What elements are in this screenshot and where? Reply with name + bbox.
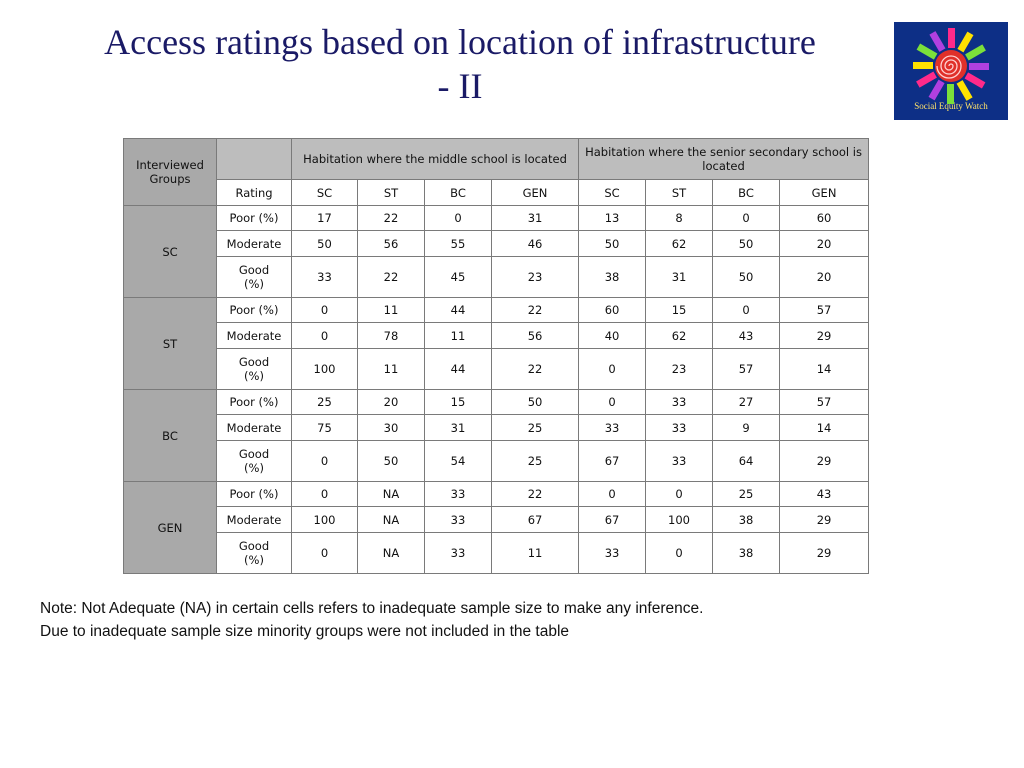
value-cell: 62 [646,231,713,257]
value-cell: 29 [780,507,869,533]
table-row [124,323,869,349]
rating-label: Poor (%) [217,482,292,507]
value-cell: 13 [579,206,646,231]
group-header-middle-school: Habitation where the middle school is located [292,139,579,180]
table-row [124,390,869,415]
rating-header: Rating [217,180,292,206]
value-cell: 100 [292,349,358,390]
value-cell: 57 [780,390,869,415]
value-cell: 0 [292,482,358,507]
sun-spiral-logo [894,22,1008,120]
access-ratings-table [123,138,869,574]
value-cell: 11 [425,323,492,349]
value-cell: 0 [292,441,358,482]
value-cell: 44 [425,349,492,390]
value-cell: 54 [425,441,492,482]
value-cell: 0 [646,482,713,507]
value-cell: 0 [292,323,358,349]
rating-label: Good (%) [217,349,292,390]
value-cell: 57 [713,349,780,390]
value-cell: 0 [713,206,780,231]
group-label: BC [124,390,217,482]
value-cell: 29 [780,441,869,482]
rating-label: Poor (%) [217,390,292,415]
value-cell: 33 [579,415,646,441]
value-cell: 50 [713,257,780,298]
value-cell: 33 [646,415,713,441]
table-row [124,507,869,533]
value-cell: 56 [358,231,425,257]
value-cell: 60 [780,206,869,231]
value-cell: 29 [780,323,869,349]
value-cell: 67 [492,507,579,533]
value-cell: 0 [713,298,780,323]
table-row [124,206,869,231]
value-cell: 25 [492,415,579,441]
column-header: ST [646,180,713,206]
value-cell: 45 [425,257,492,298]
rating-label: Good (%) [217,441,292,482]
value-cell: 0 [579,482,646,507]
value-cell: 33 [646,390,713,415]
value-cell: 17 [292,206,358,231]
column-header: SC [579,180,646,206]
footnote-line-2: Due to inadequate sample size minority groups were not included in the table [40,623,570,640]
table-row [124,533,869,574]
value-cell: 0 [425,206,492,231]
column-header: GEN [780,180,869,206]
table-row [124,231,869,257]
value-cell: 0 [646,533,713,574]
value-cell: 11 [358,349,425,390]
value-cell: 0 [579,390,646,415]
value-cell: 38 [713,533,780,574]
value-cell: 31 [425,415,492,441]
value-cell: 55 [425,231,492,257]
table-row [124,257,869,298]
value-cell: 11 [492,533,579,574]
value-cell: 67 [579,441,646,482]
value-cell: 22 [358,206,425,231]
value-cell: 75 [292,415,358,441]
column-header: BC [713,180,780,206]
value-cell: 31 [492,206,579,231]
rating-label: Moderate [217,323,292,349]
value-cell: 9 [713,415,780,441]
value-cell: 15 [646,298,713,323]
value-cell: 100 [292,507,358,533]
empty-header-cell [217,139,292,180]
slide-title: Access ratings based on location of infrastructure - II [104,22,816,106]
value-cell: 44 [425,298,492,323]
value-cell: 27 [713,390,780,415]
value-cell: 0 [292,533,358,574]
logo-text: Social Equity Watch [914,101,988,111]
rating-label: Good (%) [217,257,292,298]
value-cell: 100 [646,507,713,533]
value-cell: 67 [579,507,646,533]
column-header: BC [425,180,492,206]
column-header: GEN [492,180,579,206]
value-cell: 23 [646,349,713,390]
rating-label: Moderate [217,415,292,441]
rating-label: Poor (%) [217,298,292,323]
table-row [124,298,869,323]
value-cell: 25 [713,482,780,507]
value-cell: 50 [492,390,579,415]
value-cell: 78 [358,323,425,349]
value-cell: 33 [425,507,492,533]
header-row-columns [124,180,869,206]
column-header: SC [292,180,358,206]
table-row [124,349,869,390]
value-cell: 62 [646,323,713,349]
value-cell: 57 [780,298,869,323]
group-label: ST [124,298,217,390]
footnote-line-1: Note: Not Adequate (NA) in certain cells refers to inadequate sample size to make any inference. [40,600,704,617]
value-cell: 20 [358,390,425,415]
table-row [124,482,869,507]
corner-label: Interviewed Groups [124,139,217,206]
footnote [40,597,1000,643]
value-cell: 43 [713,323,780,349]
value-cell: 30 [358,415,425,441]
value-cell: 14 [780,349,869,390]
value-cell: 50 [292,231,358,257]
group-label: GEN [124,482,217,574]
value-cell: 0 [292,298,358,323]
value-cell: 33 [425,482,492,507]
column-header: ST [358,180,425,206]
value-cell: 56 [492,323,579,349]
value-cell: 0 [579,349,646,390]
header-row-groups [124,139,869,180]
value-cell: 31 [646,257,713,298]
value-cell: 33 [425,533,492,574]
table-row [124,441,869,482]
value-cell: 64 [713,441,780,482]
value-cell: 11 [358,298,425,323]
value-cell: 22 [492,298,579,323]
value-cell: 14 [780,415,869,441]
value-cell: NA [358,482,425,507]
value-cell: 46 [492,231,579,257]
value-cell: 25 [492,441,579,482]
value-cell: 50 [358,441,425,482]
value-cell: 20 [780,257,869,298]
rating-label: Moderate [217,231,292,257]
value-cell: 38 [713,507,780,533]
table-row [124,415,869,441]
value-cell: NA [358,533,425,574]
value-cell: 22 [492,482,579,507]
value-cell: 15 [425,390,492,415]
value-cell: 23 [492,257,579,298]
value-cell: 33 [292,257,358,298]
value-cell: 8 [646,206,713,231]
value-cell: 25 [292,390,358,415]
rating-label: Good (%) [217,533,292,574]
value-cell: 33 [579,533,646,574]
value-cell: 22 [492,349,579,390]
group-label: SC [124,206,217,298]
value-cell: 60 [579,298,646,323]
group-header-senior-secondary: Habitation where the senior secondary school is located [579,139,869,180]
value-cell: 50 [713,231,780,257]
value-cell: 38 [579,257,646,298]
value-cell: 29 [780,533,869,574]
value-cell: 43 [780,482,869,507]
value-cell: 50 [579,231,646,257]
value-cell: 40 [579,323,646,349]
value-cell: NA [358,507,425,533]
value-cell: 33 [646,441,713,482]
value-cell: 22 [358,257,425,298]
rating-label: Poor (%) [217,206,292,231]
value-cell: 20 [780,231,869,257]
rating-label: Moderate [217,507,292,533]
